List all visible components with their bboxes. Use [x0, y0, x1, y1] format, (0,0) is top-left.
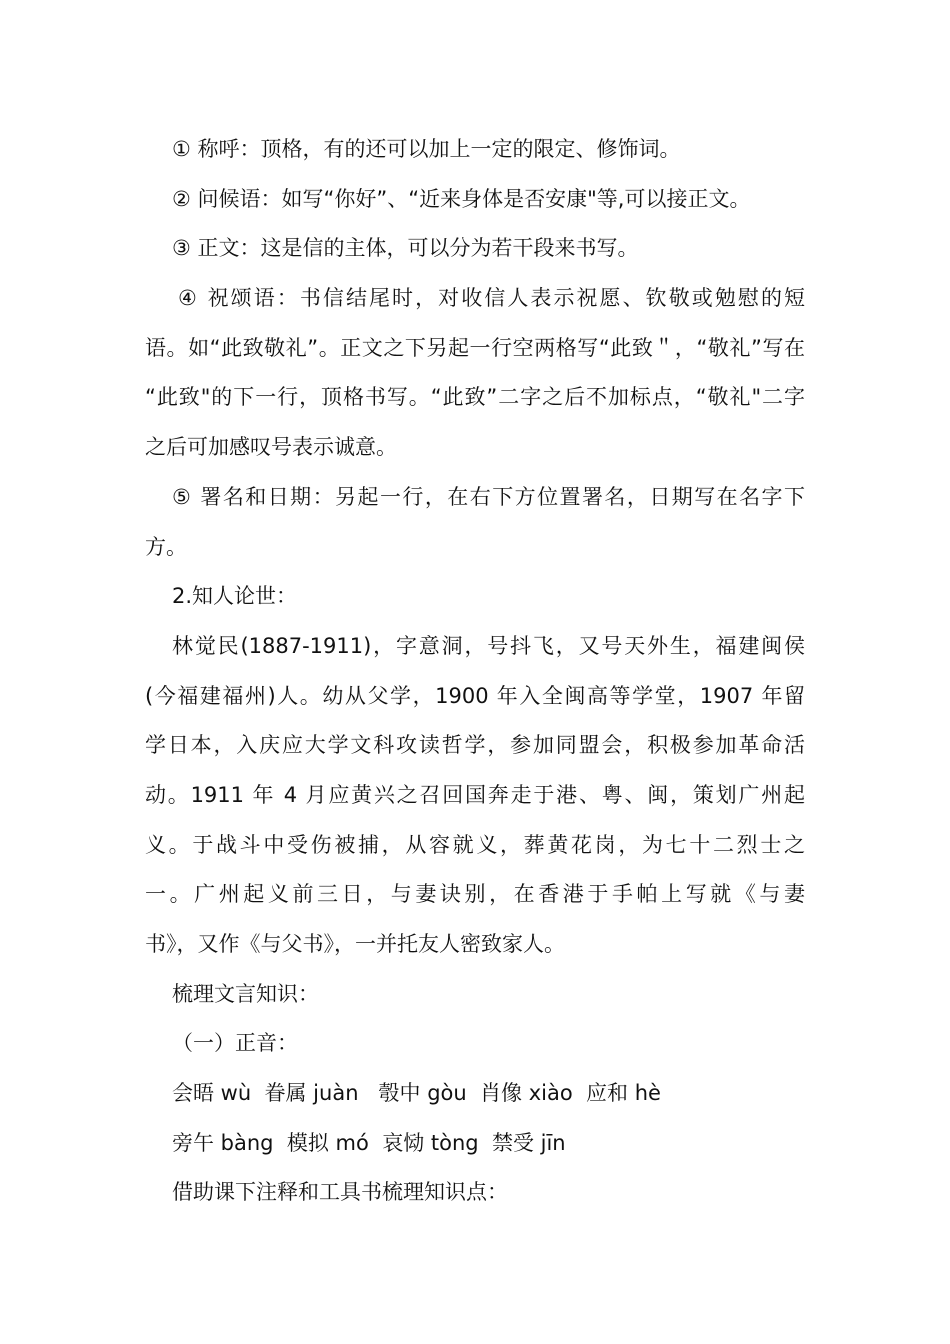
- text-line: 一。广州起义前三日，与妻诀别，在香港于手帕上写就《与妻: [145, 882, 805, 907]
- document-body: [145, 125, 805, 1218]
- text-line: 2.知人论世：: [172, 584, 298, 609]
- author-biography: [145, 622, 805, 970]
- text-line: 借助课下注释和工具书梳理知识点：: [172, 1180, 508, 1205]
- text-line: ① 称呼：顶格，有的还可以加上一定的限定、修饰词。: [172, 137, 681, 161]
- text-line: ④ 祝颂语：书信结尾时，对收信人表示祝愿、钦敬或勉慰的短: [178, 286, 805, 311]
- section-heading-classical-knowledge: [145, 970, 805, 1020]
- text-line: ⑤ 署名和日期：另起一行，在右下方位置署名，日期写在名字下: [172, 484, 805, 509]
- text-line: 书》，又作《与父书》，一并托友人密致家人。: [145, 932, 565, 956]
- text-line: 梳理文言知识：: [172, 981, 319, 1006]
- pinyin-line: 会晤 wù 眷属 juàn 彀中 gòu 肖像 xiào 应和 hè: [172, 1081, 661, 1106]
- pronunciation-list: [145, 1069, 805, 1168]
- text-line: 方。: [145, 534, 187, 559]
- text-line: ③ 正文：这是信的主体，可以分为若干段来书写。: [172, 236, 639, 261]
- item-closing-wishes: [145, 274, 805, 473]
- item-salutation: [145, 125, 805, 175]
- text-line: (今福建福州)人。幼从父学，1900 年入全闽高等学堂，1907 年留: [145, 683, 805, 708]
- pinyin-line: 旁午 bàng 模拟 mó 哀恸 tòng 禁受 jīn: [172, 1130, 566, 1155]
- text-line: 学日本，入庆应大学文科攻读哲学，参加同盟会，积极参加革命活: [145, 733, 805, 758]
- item-signature-date: [145, 473, 805, 572]
- text-line: 义。于战斗中受伤被捕，从容就义，葬黄花岗，为七十二烈士之: [145, 832, 805, 857]
- text-line: 动。1911 年 4 月应黄兴之召回国奔走于港、粤、闽，策划广州起: [145, 782, 805, 807]
- item-greeting: [145, 175, 805, 225]
- text-line: ② 问候语：如写“你好”、“近来身体是否安康"等,可以接正文。: [172, 186, 751, 211]
- text-line: “此致"的下一行，顶格书写。“此致”二字之后不加标点，“敬礼"二字: [145, 385, 805, 410]
- text-line: 林觉民(1887-1911)，字意洞，号抖飞，又号天外生，福建闽侯: [172, 633, 805, 658]
- instruction-line: [145, 1168, 805, 1218]
- section-heading-background: [145, 572, 805, 622]
- item-body-text: [145, 224, 805, 274]
- text-line: 语。如“此致敬礼”。正文之下另起一行空两格写“此致＂，“敬礼”写在: [145, 335, 805, 360]
- text-line: 之后可加感叹号表示诚意。: [145, 435, 397, 460]
- subheading-pronunciation: [145, 1019, 805, 1069]
- text-line: （一）正音：: [172, 1031, 298, 1056]
